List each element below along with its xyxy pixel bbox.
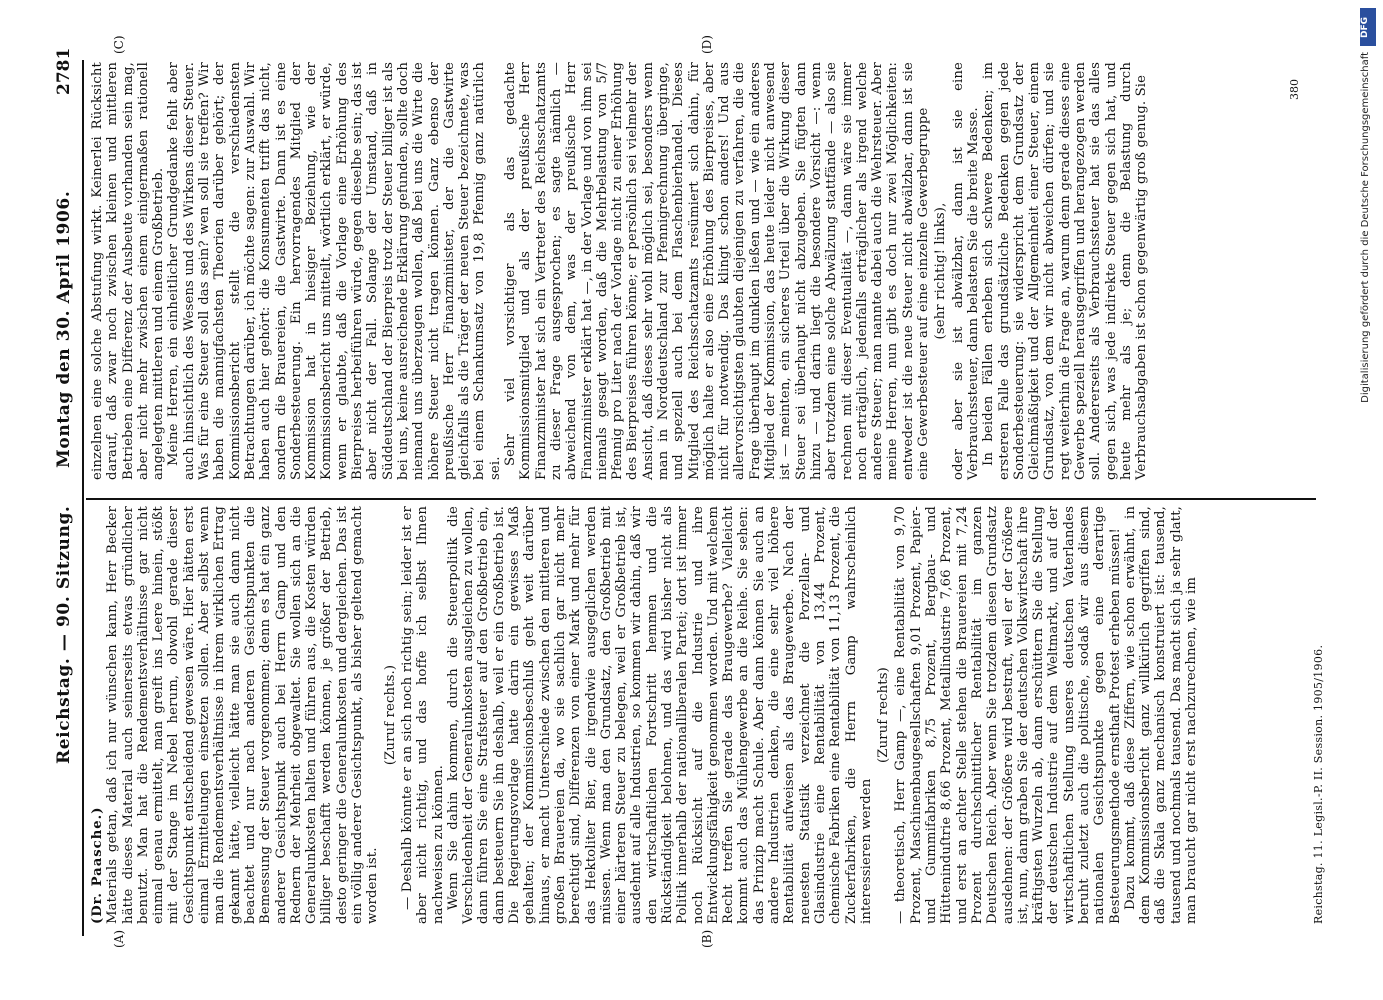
header-session: Reichstag. — 90. Sitzung. xyxy=(54,505,74,764)
paragraph: oder aber sie ist abwälzbar, dann ist sie eine Verbrauchssteuer, dann belasten Sie die breite Masse. xyxy=(950,62,981,480)
speaker-label: (Dr. Paasche.) xyxy=(90,806,105,924)
margin-marker-d: (D) xyxy=(700,35,714,54)
paragraph: Sehr viel vorsichtiger als das gedachte Kommissionsmitglied und als der preußische Herr Finanzminister hat sich ein Vertreter des Reichsschatzamts zu dieser Frage ausgesprochen; es sagte nämlich — abweichend von dem, was der preußische Herr Finanzminister erklärt hat —, in der Vorlage und von ihm sei niemals gesagt worden, daß die Mehrbelastung von 5/7 Pfennig pro Liter nach der Vorlage nicht zu einer Erhöhung des Bierpreises führen könne; er persönlich sei vielmehr der Ansicht, daß dieses sehr wohl möglich sei, besonders wenn man in Norddeutschland zur Pfennigrechnung überginge, und speziell auch bei dem Flaschenbierhandel. Dieses Mitglied des Reichsschatzamts resümiert sich dahin, für möglich halte er also eine Erhöhung des Bierpreises, aber nicht für notwendig. Das klingt schon anders! Und aus allervorsichtigsten glaubten diejenigen zu verfahren, die die Frage überhaupt im dunklen ließen und — wie ein anderes Mitglied der Kommission, das heute leider nicht anwesend ist — meinten, ein sicheres Urteil über die Wirkung dieser Steuer sei überhaupt nicht abzugeben. Sie fügten dann hinzu — und darin liegt die besondere Vorsicht —: wenn aber trotzdem eine solche Abwälzung stattfände — also sie rechnen mit dieser Eventualität —, dann wäre sie immer noch erträglich, jedenfalls erträglicher als irgend welche andere Steuer; man nannte dabei auch die Wehrsteuer. Aber meine Herren, nun gibt es doch nur zwei Möglichkeiten: entweder ist die neue Steuer nicht abwälzbar, dann ist sie eine Gewerbesteuer auf eine einzelne Gewerbegruppe xyxy=(503,62,932,480)
paragraph: — Deshalb könnte er an sich noch richtig sein; leider ist er aber nicht richtig, und das hoffe ich selbst Ihnen nachweisen zu können. xyxy=(399,506,446,924)
footer-signature: 380 xyxy=(1288,79,1301,100)
interjection: (Zuruf rechts) xyxy=(876,667,892,763)
paragraph: In beiden Fällen erheben sich schwere Bedenken; im ersteren Falle das grundsätzliche Bedenken gegen jede Sonderbesteuerung: sie widerspricht dem Grundsatz der Gleichmäßigkeit und der Allgemeinheit einer Steuer, einem Grundsatz, von dem wir nicht abweichen dürfen; und sie regt weiterhin die Frage an, warum denn gerade dieses eine Gewerbe speziell herausgegriffen und herangezogen werden soll. Andererseits als Verbrauchssteuer hat sie das alles gegen sich, was jede indirekte Steuer gegen sich hat, und heute mehr als je; denn die Belastung durch Verbrauchsabgaben ist schon gegenwärtig groß genug. Sie xyxy=(981,62,1150,480)
dfg-credit: Digitalisierung gefördert durch die Deutsche Forschungsgemeinschaft xyxy=(1360,52,1371,403)
paragraph: Materials getan, daß ich nur wünschen kann, Herr Becker hätte dieses Material auch seinerseits etwas gründlicher benutzt. Man hat die Rendementsverhältnisse gar nicht einmal genau ermittelt, man greift ins Leere hinein, stößt mit der Stange im Nebel herum, obwohl gerade dieser Gesichtspunkt entscheidend gewesen wäre. Hier hätten erst einmal Ermittelungen einsetzen sollen. Aber selbst wenn man die Rendementsverhältnisse in ihrem wirklichen Ertrag gekannt hätte, vielleicht hätte man sie auch dann nicht beachtet und nur nach anderen Gesichtspunkten die Bemessung der Steuer vorgenommen; denn es hat ein ganz anderer Gesichtspunkt auch bei Herrn Gamp und den Rednern der Mehrheit obgewaltet. Sie wollen sich an die Generalunkosten halten und führen aus, die Kosten würden billiger beschafft werden können, je größer der Betrieb, desto geringer die Generalunkosten und dergleichen. Das ist ein völlig anderer Gesichtspunkt, als bisher geltend gemacht worden ist. xyxy=(105,506,381,924)
footer-legislature: Reichstag. 11. Legisl.-P. II. Session. 1905/1906. xyxy=(1312,644,1325,924)
margin-marker-a: (A) xyxy=(112,929,126,948)
left-column xyxy=(90,506,1199,924)
paragraph: Dazu kommt, daß diese Ziffern, wie schon erwähnt, in dem Kommissionsbericht ganz willkürlich gegriffen sind, daß die Skala ganz mechanisch konstruiert ist: tausend, tausend und nochmals tausend. Das macht sich ja sehr glatt, man braucht gar nicht erst nachzurechnen, wie im xyxy=(1122,506,1200,924)
paragraph: einzelnen eine solche Abstufung wirkt. Keinerlei Rücksicht darauf, daß zwar noch zwischen kleinen und mittleren Betrieben eine Differenz der Ausbeute vorhanden sein mag, aber nicht mehr zwischen einem einigermaßen rationell angelegten mittleren und einem Großbetrieb. xyxy=(90,62,167,480)
paragraph: Wenn Sie dahin kommen, durch die Steuerpolitik die Verschiedenheit der Generalunkosten ausgleichen zu wollen, dann führen Sie eine Strafsteuer auf den Großbetrieb ein, dann besteuern Sie ihn deshalb, weil er ein Großbetrieb ist. Die Regierungsvorlage hatte darin ein gewisses Maß gehalten; der Kommissionsbeschluß geht weit darüber hinaus, er macht Unterschiede zwischen den mittleren und großen Brauereien da, wo sie sachlich gar nicht mehr berechtigt sind, Differenzen von einer Mark und mehr für das Hektoliter Bier, die irgendwie ausgeglichen werden müssen. Wenn man den Grundsatz, den Großbetrieb mit einer härteren Steuer zu belegen, weil er Großbetrieb ist, ausdehnt auf alle Industrien, so kommen wir dahin, daß wir den wirtschaftlichen Fortschritt hemmen und die Rückständigkeit belohnen, und das wird bisher nicht als Politik innerhalb der nationalliberalen Partei; dort ist immer noch Rücksicht auf die Industrie und ihre Entwicklungsfähigkeit genommen worden. Und mit welchem Recht treffen Sie gerade das Braugewerbe? Vielleicht kommt auch das Mühlengewerbe an die Reihe. Sie sehen: das Prinzip macht Schule. Aber dann können Sie auch an andere Industrien denken, die eine sehr viel höhere Rentabilität aufweisen als das Braugewerbe. Nach der neuesten Statistik verzeichnet die Porzellan- und Glasindustrie eine Rentabilität von 13,44 Prozent, chemische Fabriken eine Rentabilität von 11,13 Prozent, die Zuckerfabriken, die Herrn Gamp wahrscheinlich interessieren werden xyxy=(445,506,874,924)
paragraph: — theoretisch, Herr Gamp —, eine Rentabilität von 9,70 Prozent, Maschinenbaugesellschaften 9,01 Prozent, Papier- und Gummifabriken 8,75 Prozent, Bergbau- und Hütteninduſtrie 8,66 Prozent, Metallindustrie 7,66 Prozent, und erst an achter Stelle stehen die Brauereien mit 7,24 Prozent durchschnittlicher Rentabilität im ganzen Deutschen Reich. Aber wenn Sie trotzdem diesen Grundsatz ausdehnen: der Größere wird bestraft, weil er der Größere ist, nun, dann graben Sie der deutschen Volkswirtschaft ihre kräftigsten Wurzeln ab, dann erschüttern Sie die Stellung der deutschen Industrie auf dem Weltmarkt, und auf der wirtschaftlichen Stellung unseres deutschen Vaterlandes beruht zuletzt auch die politische, sodaß wir aus diesem nationalen Gesichtspunkte gegen eine derartige Besteuerungsmethode ernsthaft Protest erheben müssen! xyxy=(893,506,1123,924)
column-divider xyxy=(86,498,1316,500)
dfg-logo: DFG xyxy=(1360,8,1376,46)
interjection: (Zuruf rechts.) xyxy=(382,664,398,766)
digitization-sidebar xyxy=(1356,0,1383,1000)
interjection: (sehr richtig! links), xyxy=(933,202,949,340)
margin-marker-b: (B) xyxy=(700,929,714,948)
right-column xyxy=(90,62,1149,480)
paragraph: Meine Herren, ein einheitlicher Grundgedanke fehlt aber auch hinsichtlich des Wesens und des Wirkens dieser Steuer. Was für eine Steuer soll das sein? wen soll sie treffen? Wir haben die mannigfachsten Theorien darüber gehört; der Kommissionsbericht stellt die verschiedensten Betrachtungen darüber, ich möchte sagen: zur Auswahl. Wir haben auch hier gehört: die Konsumenten trifft das nicht, sondern die Brauereien, die Gastwirte. Dann ist es eine Sonderbesteuerung. Ein hervorragendes Mitglied der Kommission hat in hiesiger Beziehung, wie der Kommissionsbericht uns mitteilt, wörtlich erklärt, er würde, wenn er glaubte, daß die Vorlage eine Erhöhung des Bierpreises herbeiführen würde, gegen dieselbe sein; das ist aber nicht der Fall. Solange der Umstand, daß in Süddeutschland der Bierpreis trotz der Steuer billiger ist als bei uns, keine ausreichende Erklärung gefunden, sollte doch niemand uns überzeugen wollen, daß bei uns die Wirte die höhere Steuer nicht tragen können. Ganz ebenso der preußische Herr Finanzminister, der die Gastwirte gleichfalls als die Träger der neuen Steuer bezeichnete, was bei einem Schankumsatz von 19,8 Pfennig ganz natürlich sei. xyxy=(166,62,503,480)
header-rule xyxy=(82,60,84,936)
page-number: 2781 xyxy=(54,47,74,95)
header-date: Montag den 30. April 1906. xyxy=(54,190,74,468)
margin-marker-c: (C) xyxy=(112,35,126,54)
